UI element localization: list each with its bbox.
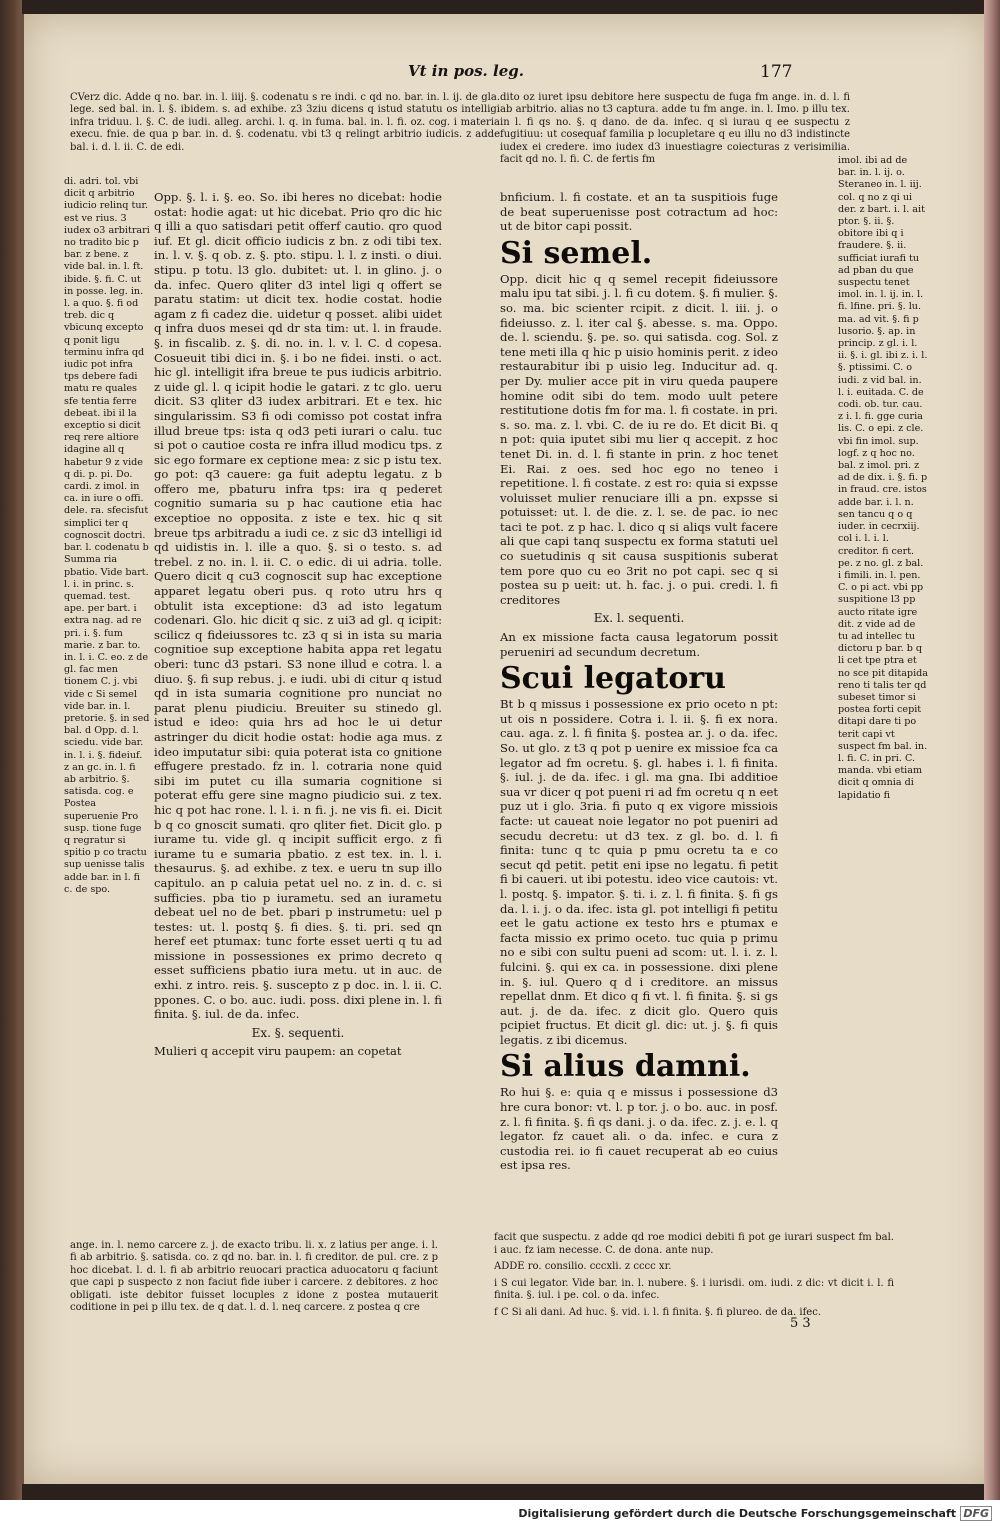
main-right-paragraph-3: Ro hui §. e: quia q e missus i possessione d3 hre cura bonor: vt. l. p tor. j. o bo. auc. in posf. z. l. fi finita. §. fi qs dani. j. o da. ifec. z. j. e. l. q legator. fz cauet ali. o da. infec. e cura z custodia rei. io fi cauet recuperat ab eo cuius est ipsa res. xyxy=(500,1085,778,1173)
gloss-top-right: dito oz iuret ipsu debitore here suspectu de fuga fm ange. in. d. l. fi ab arbitrio. alias no t3 captura. adde tu fm ange. in. l. Imo. p illu tex. in l. fi qs no. §. q dano. de da. infec. q si iurau q ee suspectu z fugitiuu: ut cosequaf familia p locupletare q eu illu no d3 indistincte iudex ei credere. imo iudex d3 inuestiagre coiecturas z verisimilia. facit qd no. l. fi. C. de fertis fm xyxy=(500,92,850,166)
marginal-notes-right: imol. ibi ad de bar. in. l. ij. o. Steraneo in. l. iij. col. q no z qi ui der. z bart. i. l. ait ptor. §. ii. §. obitore ibi q i fraudere. §. ii. sufficiat iurafi tu ad pban du que suspectu tenet imol. in. l. ij. in. l. fi. lfine. pri. §. lu. ma. ad vit. §. fi p lusorio. §. ap. in princip. z gl. i. l. ii. §. i. gl. ibi z. i. l. §. ptissimi. C. o iudi. z vid bal. in. l. i. euitada. C. de codi. ob. tur. cau. z i. l. fi. gge curia lis. C. o epi. z cle. vbi fin imol. sup. logf. z q hoc no. bal. z imol. pri. z ad de dix. i. §. fi. p in fraud. cre. istos adde bar. i. l. n. sen tancu q o q iuder. in cecrxiij. col i. l. i. l. creditor. fi cert. pe. z no. gl. z bal. i fimili. in. l. pen. C. o pi act. vbi pp suspitione l3 pp aucto ritate igre dit. z vide ad de tu ad intellec tu dictoru p bar. b q li cet tpe ptra et no sce pit ditapida reno ti talis ter qd subeset timor si postea forti cepit ditapi dare ti po terit capi vt suspect fm bal. in. l. fi. C. in pri. C. manda. vbi etiam dicit q omnia di lapidatio fi xyxy=(838,155,928,801)
signature-mark: 5 3 xyxy=(790,1316,811,1331)
marginal-notes-left: di. adri. tol. vbi dicit q arbitrio iudicio relinq tur. est ve rius. 3 iudex o3 arbitrari no tradito bic p bar. z bene. z vide bal. in. l. ft. ibide. §. fi. C. ut in posse. leg. in. l. a quo. §. fi od treb. dic q vbicunq excepto q ponit ligu terminu infra qd iudic pot infra tps debere fadi matu re quales sfe tentia ferre debeat. ibi il la exceptio si dicit req rere altiore idagine all q habetur 9 z vide q di. p. pi. Do. cardi. z imol. in ca. in iure o offi. dele. ra. sfecisfut simplici ter q cognoscit doctri. bar. l. codenatu b Summa ria pbatio. Vide bart. l. i. in princ. s. quemad. test. ape. per bart. i extra nag. ad re pri. i. §. fum marie. z bar. to. in. l. i. C. eo. z de gl. fac men tionem C. j. vbi vide c Si semel vide bar. in. l. pretorie. §. in sed bal. d Opp. d. l. sciedu. vide bar. in. l. i. §. fideiuf. z an gc. in. l. fi ab arbitrio. §. satisda. cog. e Postea superuenie Pro susp. tione fuge q regratur si spitio p co tractu sup uenisse talis adde bar. in l. fi c. de spo. xyxy=(64,176,150,895)
section-subhead-right: Ex. l. sequenti. xyxy=(593,611,685,626)
main-text-right xyxy=(500,190,778,1190)
main-left-paragraph: Opp. §. l. i. §. eo. So. ibi heres no dicebat: hodie ostat: hodie agat: ut hic dicebat. Prio qro dic hic q illi a quo satisdari petit offerf cautio. qro quod iuf. Et gl. dicit officio iudicis z bn. z odi tibi tex. in. l. v. §. q ob. z. §. pto. stipu. l. l. z insti. o diui. stipu. p totu. l3 glo. dubitet: ut. l. in glino. j. o da. infec. Quero qliter d3 intel ligi q offert se paratu statim: ut dicit tex. hodie costat. hodie agam z fi cadez die. uidetur q posset. alibi uidet q infra duos mesei qd dr sta tim: ut. l. in fraude. §. in fiscalib. z. §. di. no. in. l. v. l. C. d copesa. Cosueuit tibi dici in. §. i bo ne fidei. insti. o act. hic gl. intelligit ifra breue te pus iudicis arbitrio. z uide gl. l. q icipit hodie le gatari. z tc glo. ueru dicit. S3 qliter d3 iudex arbitrari. Et e tex. hic singularissim. S3 fi odi comisso pot costat infra illud breue tps: ista q od3 peti iurari o calu. tuc si pot o cautioe costa re infra illud modicu tps. z sic ego formare ex ceptione mea: z sic p istu tex. go pot: q3 cauere: ga fuit adeptu legatu. z b offero me, pbaturu infra tps: ira q pederet cognitio sumaria su p hac cautione etia hac exceptioe no opposita. z iste e tex. hic q sit breue tps arbitradu a iudi ce. z sic d3 intelligi id qd uidistis in. l. ille a quo. §. si o testo. s. ad trebel. z no. in. l. ii. C. o edic. di ui adria. tolle. Quero dicit q cu3 cognoscit sup hac exceptione apparet legatu oberi pus. q roto utru hrs q obtulit ista exceptione: d3 ad isto legatum codenari. Glo. hic dicit q sic. z ui3 ad gl. q icipit: scilicz q fideiussores tc. z3 q si in ista su maria cognitioe sup exceptione habita appa ret legatu oberi: tunc d3 pstari. S3 none illud e cotra. l. a diuo. §. fi sup rebus. j. e iudi. ubi di citur q istud qd in ista sumaria cognitione pro nunciat no parat plenu piudiciu. Breuiter su stinedo gl. istud e ideo: quia hrs ad hoc le ui detur astringer du dicit hodie ostat: hodie aga mus. z ideo imputatur sibi: quia poterat ista co gnitione effugere prestado. fz in. l. cotraria none quid sibi im putet cu illa sumaria cognitione si poterat effu gere sine magno piudicio sui. z tex. hic q pot hac rone. l. l. i. n fi. j. ne vis fi. ei. Dicit b q co gnoscit sumati. qro qliter fiet. Dicit glo. p iurame tu. vide gl. q incipit sufficit ergo. z fi iurame tu e sumaria pbatio. z est tex. in. l. i. thesaurus. §. ad exhibe. z tex. e ueru tn sup illo capitulo. an p caluia petat uel no. z in. d. c. si sufficies. pba tio p iurametu. sed an iurametu debeat uel no de bet. pbari p instrumetu: uel p testes: ut. l. postq §. fi dies. §. ti. pri. sed qn heref eet ptumax: tunc forte esset uerti q tu ad missione in possessiones ex primo decreto q esset sufficiens pbatio iura metu. ut in auc. de exhi. z intro. reis. §. suscepto z p doc. in. l. ii. C. ppones. C. o bo. auc. iudi. poss. dixi plene in. l. fi finita. §. iul. de da. infec. xyxy=(154,190,442,1022)
folio-number: 177 xyxy=(760,62,793,82)
page-edge xyxy=(984,0,1000,1500)
gloss-line: f C Si ali dani. Ad huc. §. vid. i. l. fi finita. §. fi plureo. de da. ifec. xyxy=(494,1306,822,1318)
gloss-line: ADDE ro. consilio. cccxli. z cccc xr. xyxy=(494,1261,672,1273)
main-right-question: An ex missione facta causa legatorum possit perueniri ad secundum decretum. xyxy=(500,630,778,659)
main-right-paragraph-1: Opp. dicit hic q q semel recepit fideiussore malu ipu tat sibi. j. l. fi cu dotem. §. fi mulier. §. so. ma. bic scienter rcipit. z dicit. l. iii. j. o fideiusso. z. l. iter cal §. abesse. s. ma. Oppo. de. l. sciendu. §. pe. so. qui satisda. cog. Sol. z tene meti illa q hic p uisio hominis perit. z ideo restaurabitur ibi p uisio leg. Inducitur ad. q. per Dy. mulier acce pit in viru queda paupere homine odit sibi do tem. modo uult petere restitutione dotis fm for ma. l. fi costate. in pri. s. so. ma. z. l. vbi. C. de iu re do. Et dicit Bi. q n pot: quia iputet sibi mu lier q accepit. z hoc tenet Di. in. d. l. fi stante in prin. z hoc tenet Ei. Rai. z oes. sed hoc ego no teneo i repetitione. l. fi costate. z est ro: quia si expsse voluisset mulier renuciare illi a pn. expsse si potuisset: ut. l. de die. z. l. se. de pac. io nec taci te pot. z p hac. l. dico q si aliqs vult facere ali que capi tanq suspectu ex forma statuti uel co suetudinis q sit causa suspitionis suberat tem pore quo cu eo 3rit no pot capi. sec q si postea su p ueit: ut. h. fac. j. o pui. credi. l. fi creditores xyxy=(500,271,778,607)
digitization-credit: Digitalisierung gefördert durch die Deutsche Forschungsgemeinschaft xyxy=(518,1507,956,1520)
main-right-intro: bnficium. l. fi costate. et an ta suspitiois fuge de beat superuenisse post cotractum ad hoc: ut de bitor capi possit. xyxy=(500,190,778,234)
gloss-bottom-left: ange. in. l. nemo carcere z. j. de exacto tribu. li. x. z latius per ange. i. l. fi ab arbitrio. §. satisda. co. z qd no. bar. in. l. fi creditor. de pul. cre. z p hoc dicebat. l. d. l. fi ab arbitrio reuocari practica aduocatoru q faciunt que capi p suspecto z non faciut fide iuber i carcere. z debitores. z hoc obligati. iste debitor fuisset locuples z idone z postea mutauerit coditione in pei p illu tex. de q dat. l. d. l. neq carcere. z postea q cre xyxy=(70,1240,438,1314)
running-head: Vt in pos. leg. xyxy=(408,62,524,80)
main-left-tail: Mulieri q accepit viru paupem: an copetat xyxy=(154,1044,402,1059)
gloss-bottom-right xyxy=(494,1232,894,1328)
dfg-logo: DFG xyxy=(960,1506,992,1521)
rubric-si-semel: Si semel. xyxy=(500,235,653,271)
footer-bar xyxy=(0,1500,1000,1529)
section-subhead: Ex. §. sequenti. xyxy=(251,1025,345,1040)
rubric-si-alius-damni: Si alius damni. xyxy=(500,1049,751,1085)
rubric-si-cui-legatorum: Scui legatoru xyxy=(500,661,726,697)
gloss-line: facit que suspectu. z adde qd roe modici debiti fi pot ge iurari suspect fm bal. i auc. fz iam necesse. C. de dona. ante nup. xyxy=(494,1232,894,1256)
main-right-paragraph-2: Bt b q missus i possessione ex prio oceto n pt: ut ois n possidere. Cotra i. l. ii. §. fi ex nora. cau. aga. z. l. fi finita §. postea ar. j. o da. ifec. So. ut glo. z t3 q pot p uenire ex missioe fca ca legator ad fm ocretu. §. gl. habes i. l. fi finita. §. iul. j. de da. ifec. i gl. ma gna. Ibi additioe sua vr dicer q pot pueni ri ad fm ocretu q n eet puz ut i glo. 3ria. fi puto q ex vigore missiois facte: ut caueat noie legator no pot pueniri ad secudu decretu: ut d3 tex. z gl. bo. d. l. fi finita: tunc q tc quia p pmu ocretu ta e co secut qd petit. petit eni ipse no legatu. fi petit fi bi caueri. ut ibi potestu. ideo vice cautois: vt. l. postq. §. impator. §. ti. i. z. l. fi finita. §. fi gs da. l. i. j. o da. ifec. ista gl. pot intelligi fi petitu eet le gatu actione ex testo hrs e ptumax e facta missio ex primo oceto. tuc quia p primu no e sibi con sultu pueni ad scom: ut. l. i. z. l. fulcini. §. qui ex ca. in possessione. dixi plene in. §. iul. Quero q d i creditore. an missus repellat dnm. Et dico q fi vt. l. fi finita. §. si gs aut. j. de da. ifec. z dicit glo. Quero quis pcipiet fructus. Et dicit gl. dic: ut. j. §. fi quis legatis. z ibi dicemus. xyxy=(500,697,778,1047)
main-text-left xyxy=(154,190,442,1230)
gloss-top-left: CVerz dic. Adde q no. bar. in. l. iiij. §. codenatu s re indi. c qd no. bar. in. l. ij. de gla. lege. sed bal. in. l. §. ibidem. s. ad exhibe. z3 3ziu dicens q istud statutu os intelligi infra triduu. l. §. C. de iudi. alleg. archi. l. q. in fuma. bal. in. l. fi. oz. cog. i materia execu. fnie. de qua p bar. in. d. §. codenatu. vbi t3 q relingt arbitrio iudicis. z adde bal. i. d. l. ii. C. de edi. xyxy=(70,92,500,153)
gloss-line: i S cui legator. Vide bar. in. l. nubere. §. i iurisdi. om. iudi. z dic: vt dicit i. l. fi finita. §. iul. i pe. col. o da. infec. xyxy=(494,1277,894,1302)
page-header xyxy=(0,62,1000,86)
